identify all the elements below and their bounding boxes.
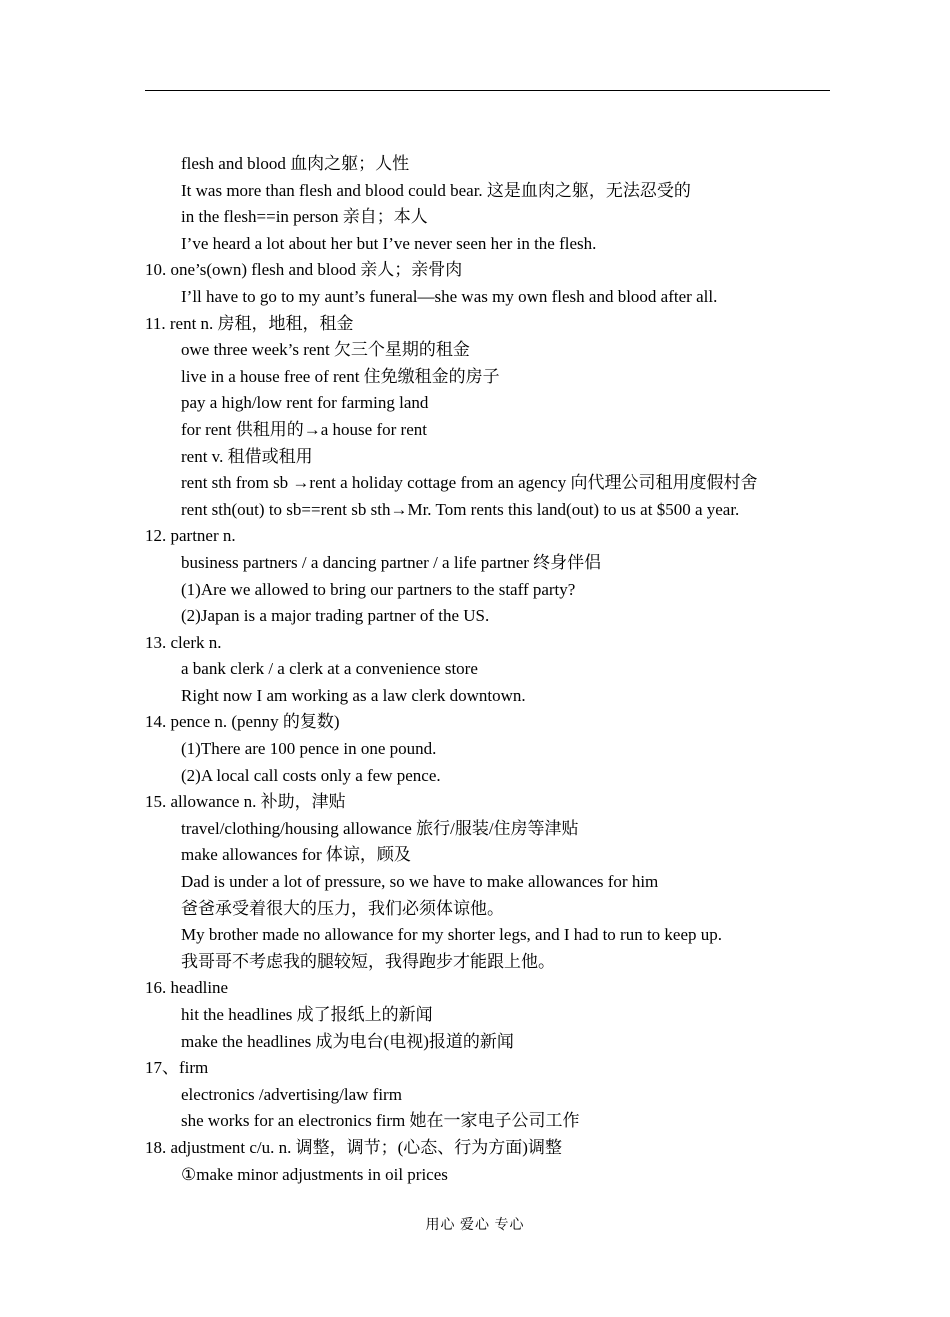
text-line: 我哥哥不考虑我的腿较短，我得跑步才能跟上他。: [181, 951, 555, 971]
text-line: (1)There are 100 pence in one pound.: [181, 739, 437, 759]
text-line: My brother made no allowance for my shorter legs, and I had to run to keep up.: [181, 925, 723, 945]
text-line: for rent 供租用的→a house for rent: [181, 419, 427, 439]
text-line: Right now I am working as a law clerk downtown.: [181, 685, 526, 705]
text-line: owe three week’s rent 欠三个星期的租金: [181, 340, 470, 360]
text-line: I’ve heard a lot about her but I’ve never seen her in the flesh.: [181, 233, 597, 253]
text-line: I’ll have to go to my aunt’s funeral—she was my own flesh and blood after all.: [181, 286, 718, 306]
text-line: in the flesh==in person 亲自；本人: [181, 207, 428, 227]
text-line: make the headlines 成为电台(电视)报道的新闻: [181, 1031, 514, 1051]
text-line: It was more than flesh and blood could bear. 这是血肉之躯，无法忍受的: [181, 180, 691, 200]
entry-heading: 14. pence n. (penny 的复数): [145, 712, 340, 732]
text-line: Dad is under a lot of pressure, so we have to make allowances for him: [181, 872, 659, 892]
text-line: ①make minor adjustments in oil prices: [181, 1164, 448, 1184]
text-line: 爸爸承受着很大的压力，我们必须体谅他。: [181, 898, 504, 918]
text-line: flesh and blood 血肉之躯；人性: [181, 154, 410, 173]
text-line: a bank clerk / a clerk at a convenience store: [181, 659, 478, 679]
entry-heading: 12. partner n.: [145, 526, 236, 546]
text-line: pay a high/low rent for farming land: [181, 393, 429, 413]
text-line: she works for an electronics firm 她在一家电子公司工作: [181, 1111, 580, 1131]
text-line: make allowances for 体谅，顾及: [181, 845, 411, 865]
text-line: travel/clothing/housing allowance 旅行/服装/住房等津贴: [181, 818, 579, 838]
entry-heading: 16. headline: [145, 978, 229, 998]
text-line: rent sth from sb →rent a holiday cottage from an agency 向代理公司租用度假村舍: [181, 473, 758, 493]
text-line: (2)A local call costs only a few pence.: [181, 765, 441, 785]
text-line: (2)Japan is a major trading partner of the US.: [181, 606, 490, 626]
page-footer: 用心 爱心 专心: [425, 1218, 525, 1233]
entry-heading: 18. adjustment c/u. n. 调整，调节；(心态、行为方面)调整: [145, 1137, 562, 1157]
entry-heading: 11. rent n. 房租，地租，租金: [145, 313, 354, 333]
entry-heading: 10. one’s(own) flesh and blood 亲人；亲骨肉: [145, 260, 463, 280]
text-line: hit the headlines 成了报纸上的新闻: [181, 1005, 433, 1024]
page-content: [0, 151, 950, 1188]
text-line: (1)Are we allowed to bring our partners to the staff party?: [181, 579, 576, 599]
entry-heading: 17、firm: [145, 1058, 209, 1078]
entry-heading: 15. allowance n. 补助，津贴: [145, 792, 346, 812]
text-line: live in a house free of rent 住免缴租金的房子: [181, 366, 500, 386]
text-line: electronics /advertising/law firm: [181, 1084, 402, 1104]
header-rule: [145, 90, 830, 91]
text-line: business partners / a dancing partner / a life partner 终身伴侣: [181, 552, 602, 572]
entry-heading: 13. clerk n.: [145, 632, 222, 652]
text-line: rent v. 租借或租用: [181, 446, 313, 466]
text-line: rent sth(out) to sb==rent sb sth→Mr. Tom rents this land(out) to us at $500 a year.: [181, 499, 740, 519]
